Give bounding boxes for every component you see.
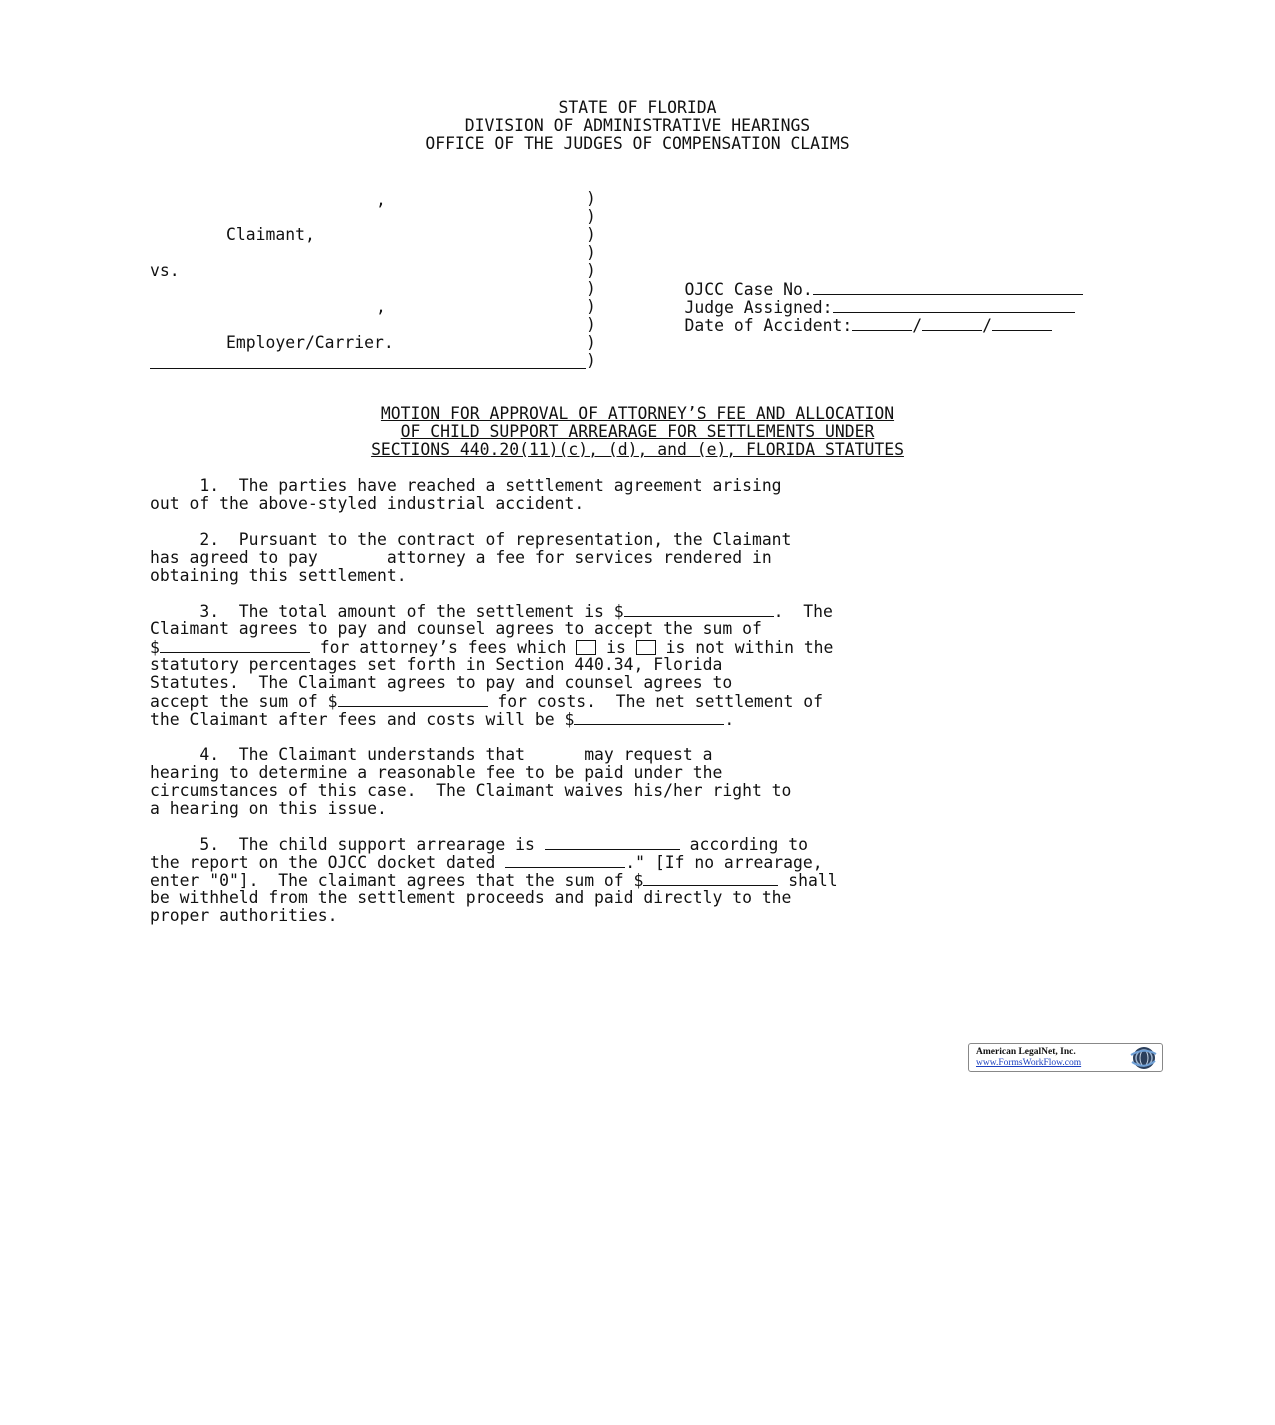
net-settlement-field[interactable] [574, 710, 724, 725]
is-within-checkbox[interactable] [576, 640, 596, 655]
paragraph-4-line: hearing to determine a reasonable fee to be paid under the [150, 763, 723, 782]
accident-month-field[interactable] [852, 316, 912, 331]
paragraph-1-line: 1. The parties have reached a settlement agreement arising [150, 476, 782, 495]
attorney-fee-field[interactable] [160, 638, 310, 653]
globe-icon [1127, 1045, 1157, 1071]
caption-separator-line [150, 368, 586, 369]
case-number-row [645, 262, 1083, 299]
caption-paren: ) [586, 207, 596, 226]
paragraph-text: for costs. The net settlement of [487, 692, 824, 711]
header-office: OFFICE OF THE JUDGES OF COMPENSATION CLAIMS [425, 134, 850, 153]
motion-title-line-1 [0, 405, 1275, 423]
paragraph-3-line [150, 710, 734, 728]
employer-name-comma: , [376, 297, 386, 316]
accident-date-row [645, 298, 1052, 335]
paragraph-5-line [150, 835, 808, 853]
is-not-within-checkbox[interactable] [636, 640, 656, 655]
employer-carrier-label: Employer/Carrier. [226, 333, 394, 352]
paragraph-2-line: obtaining this settlement. [150, 566, 407, 585]
paragraph-5-line: proper authorities. [150, 906, 338, 925]
settlement-total-field[interactable] [624, 602, 774, 617]
accident-year-field[interactable] [992, 316, 1052, 331]
judge-label: Judge Assigned: [684, 298, 833, 317]
paragraph-text: the Claimant after fees and costs will be $ [150, 710, 575, 729]
date-separator: / [982, 316, 992, 335]
caption-paren: ) [586, 279, 596, 298]
paragraph-text: shall [778, 871, 838, 890]
caption-paren: ) [586, 351, 596, 370]
paragraph-text: for attorney’s fees which [309, 638, 577, 657]
caption-paren: ) [586, 261, 596, 280]
paragraph-text: according to [679, 835, 809, 854]
paragraph-4-line: a hearing on this issue. [150, 799, 387, 818]
caption-paren: ) [586, 297, 596, 316]
paragraph-2-line: 2. Pursuant to the contract of representation, the Claimant [150, 530, 792, 549]
paragraph-text: 3. The total amount of the settlement is $ [150, 602, 624, 621]
paragraph-text: accept the sum of $ [150, 692, 338, 711]
caption-paren: ) [586, 225, 596, 244]
caption-paren: ) [586, 315, 596, 334]
docket-date-field[interactable] [505, 853, 625, 868]
vs-label: vs. [150, 261, 180, 280]
caption-paren: ) [586, 333, 596, 352]
header-division: DIVISION OF ADMINISTRATIVE HEARINGS [464, 116, 811, 135]
paragraph-2-line: has agreed to pay attorney a fee for services rendered in [150, 548, 772, 567]
accident-day-field[interactable] [922, 316, 982, 331]
paragraph-5-line: be withheld from the settlement proceeds and paid directly to the [150, 888, 792, 907]
logo-website-link[interactable]: www.FormsWorkFlow.com [976, 1058, 1082, 1068]
paragraph-1-line: out of the above-styled industrial accident. [150, 494, 585, 513]
paragraph-3-line: Claimant agrees to pay and counsel agrees to accept the sum of [150, 619, 762, 638]
paragraph-text: is [596, 638, 636, 657]
paragraph-4-line: circumstances of this case. The Claimant waives his/her right to [150, 781, 792, 800]
caption-paren: ) [586, 243, 596, 262]
paragraph-3-line: Statutes. The Claimant agrees to pay and counsel agrees to [150, 673, 733, 692]
american-legalnet-logo[interactable] [968, 1043, 1163, 1072]
header-state: STATE OF FLORIDA [558, 98, 717, 117]
withheld-sum-field[interactable] [643, 871, 778, 886]
motion-title-text: MOTION FOR APPROVAL OF ATTORNEY’S FEE AND ALLOCATION [380, 404, 895, 423]
caption-paren: ) [586, 189, 596, 208]
motion-title-line-2 [0, 423, 1275, 441]
paragraph-3-line: statutory percentages set forth in Section 440.34, Florida [150, 655, 723, 674]
paragraph-4-line: 4. The Claimant understands that may request a [150, 745, 713, 764]
claimant-name-comma: , [376, 190, 386, 209]
paragraph-text: enter "0"]. The claimant agrees that the sum of $ [150, 871, 644, 890]
paragraph-5-line [150, 871, 838, 889]
arrearage-field[interactable] [545, 835, 680, 850]
costs-field[interactable] [338, 692, 488, 707]
paragraph-text: ." [If no arrearage, [625, 853, 823, 872]
motion-title-line-3 [0, 441, 1275, 459]
accident-date-label: Date of Accident: [684, 316, 853, 335]
paragraph-text: . The [773, 602, 833, 621]
paragraph-text: . [724, 710, 735, 729]
paragraph-3-line [150, 692, 823, 710]
date-separator: / [912, 316, 923, 335]
case-number-label: OJCC Case No. [684, 280, 813, 299]
paragraph-text: the report on the OJCC docket dated [150, 853, 506, 872]
judge-row [645, 280, 1075, 317]
paragraph-3-line [150, 638, 833, 656]
paragraph-3-line [150, 602, 833, 620]
motion-title-text: SECTIONS 440.20(11)(c), (d), and (e), FLORIDA STATUTES [371, 440, 904, 459]
paragraph-text: $ [150, 638, 160, 657]
paragraph-5-line [150, 853, 823, 871]
logo-company-name: American LegalNet, Inc. [976, 1047, 1076, 1057]
motion-title-text: OF CHILD SUPPORT ARREARAGE FOR SETTLEMENTS UNDER [400, 422, 875, 441]
paragraph-text: is not within the [655, 638, 834, 657]
claimant-label: Claimant, [226, 225, 315, 244]
paragraph-text: 5. The child support arrearage is [150, 835, 545, 854]
